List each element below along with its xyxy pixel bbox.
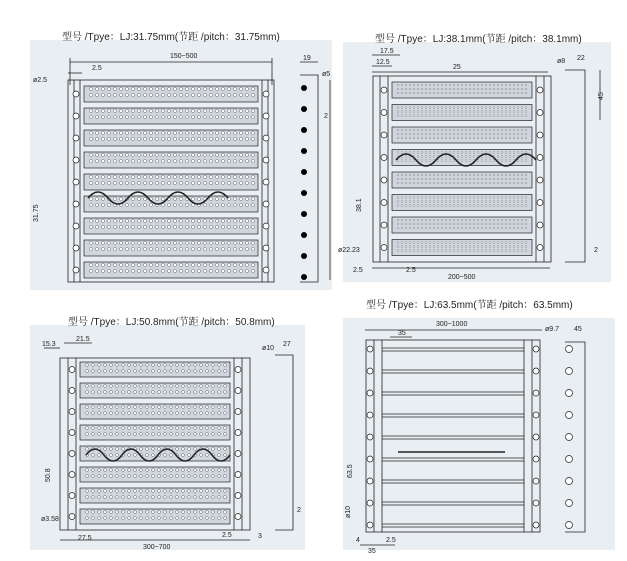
chain-link bbox=[533, 346, 539, 352]
chain-link bbox=[367, 434, 373, 440]
p4-dim-bottom-a: 4 bbox=[356, 537, 360, 544]
chain-link bbox=[533, 478, 539, 484]
p2-dim-side-h: 45 bbox=[598, 92, 605, 100]
p4-dim-bottom-b: 2.5 bbox=[386, 537, 396, 544]
p2-dim-hole: ø8 bbox=[557, 58, 566, 65]
side-chain-link bbox=[566, 390, 573, 397]
chain-link bbox=[367, 346, 373, 352]
side-chain-link bbox=[566, 412, 573, 419]
p2-dim-top-a: 17.5 bbox=[380, 48, 394, 55]
p2-dim-bottom-c: 200~500 bbox=[448, 274, 476, 281]
p4-dim-top-b: 35 bbox=[398, 330, 406, 337]
p2-dim-side-w: 22 bbox=[577, 55, 585, 62]
chain-link bbox=[533, 434, 539, 440]
p3-dim-bottom-a: 27.5 bbox=[78, 535, 92, 542]
p4-dim-top-a: 300~1000 bbox=[436, 321, 468, 328]
chain-link bbox=[533, 390, 539, 396]
p1-dim-hole: ø5 bbox=[322, 71, 331, 78]
p1-dim-rod: ø2.5 bbox=[33, 77, 48, 84]
p3-dim-bottom-b: 2.5 bbox=[222, 532, 232, 539]
p2-dim-bottom-a: 2.5 bbox=[353, 267, 363, 274]
chain-link bbox=[533, 456, 539, 462]
p2-dim-top-c: 25 bbox=[453, 64, 461, 71]
p2-dim-pitch: 38.1 bbox=[356, 198, 363, 212]
p2-dim-rod: ø22.23 bbox=[338, 247, 360, 254]
chain-link bbox=[533, 522, 539, 528]
side-chain-link bbox=[566, 456, 573, 463]
panel-2-title: 型号 /Tpye：LJ:38.1mm(节距 /pitch：38.1mm) bbox=[375, 34, 582, 45]
p3-dim-bottom-c: 300~700 bbox=[143, 544, 171, 551]
p3-dim-rod: ø3.58 bbox=[41, 516, 59, 523]
chain-link bbox=[367, 412, 373, 418]
side-chain-link bbox=[566, 500, 573, 507]
p4-dim-rod: ø10 bbox=[345, 505, 352, 518]
panel-3-title: 型号 /Tpye：LJ:50.8mm(节距 /pitch：50.8mm) bbox=[68, 317, 275, 328]
p3-dim-top-a: 15.3 bbox=[42, 341, 56, 348]
p4-dim-side-w: 45 bbox=[574, 326, 582, 333]
p3-dim-gap: 2 bbox=[297, 507, 301, 514]
p1-dim-gap: 2 bbox=[324, 113, 328, 120]
side-chain-link bbox=[566, 346, 573, 353]
p1-dim-top-b: 2.5 bbox=[92, 65, 102, 72]
p3-dim-top-b: 21.5 bbox=[76, 336, 90, 343]
p1-dim-side-w: 19 bbox=[303, 55, 311, 62]
panel-1-title: 型号 /Tpye：LJ:31.75mm(节距 /pitch：31.75mm) bbox=[62, 32, 280, 43]
chain-link bbox=[533, 500, 539, 506]
side-chain-link bbox=[566, 522, 573, 529]
p2-dim-gap: 2 bbox=[594, 247, 598, 254]
p1-dim-pitch: 31.75 bbox=[33, 204, 40, 222]
chain-link bbox=[367, 456, 373, 462]
side-chain-link bbox=[566, 368, 573, 375]
chain-link bbox=[367, 478, 373, 484]
side-chain-link bbox=[566, 434, 573, 441]
p1-dim-top-a: 150~500 bbox=[170, 53, 198, 60]
p4-dim-hole: ø9.7 bbox=[545, 326, 560, 333]
chain-link bbox=[533, 412, 539, 418]
p3-dim-pitch: 50.8 bbox=[45, 468, 52, 482]
chain-link bbox=[367, 390, 373, 396]
p2-dim-bottom-b: 2.5 bbox=[406, 267, 416, 274]
p3-dim-hole: ø10 bbox=[262, 345, 275, 352]
side-chain-link bbox=[566, 478, 573, 485]
p4-dim-bottom-c: 35 bbox=[368, 548, 376, 555]
p2-dim-top-b: 12.5 bbox=[376, 59, 390, 66]
chain-link bbox=[533, 368, 539, 374]
panel-4-title: 型号 /Tpye：LJ:63.5mm(节距 /pitch：63.5mm) bbox=[366, 300, 573, 311]
p4-dim-pitch: 63.5 bbox=[347, 464, 354, 478]
p3-dim-bottom-d: 3 bbox=[258, 533, 262, 540]
chain-link bbox=[367, 500, 373, 506]
chain-link bbox=[367, 368, 373, 374]
p3-dim-side-w: 27 bbox=[283, 341, 291, 348]
chain-link bbox=[367, 522, 373, 528]
